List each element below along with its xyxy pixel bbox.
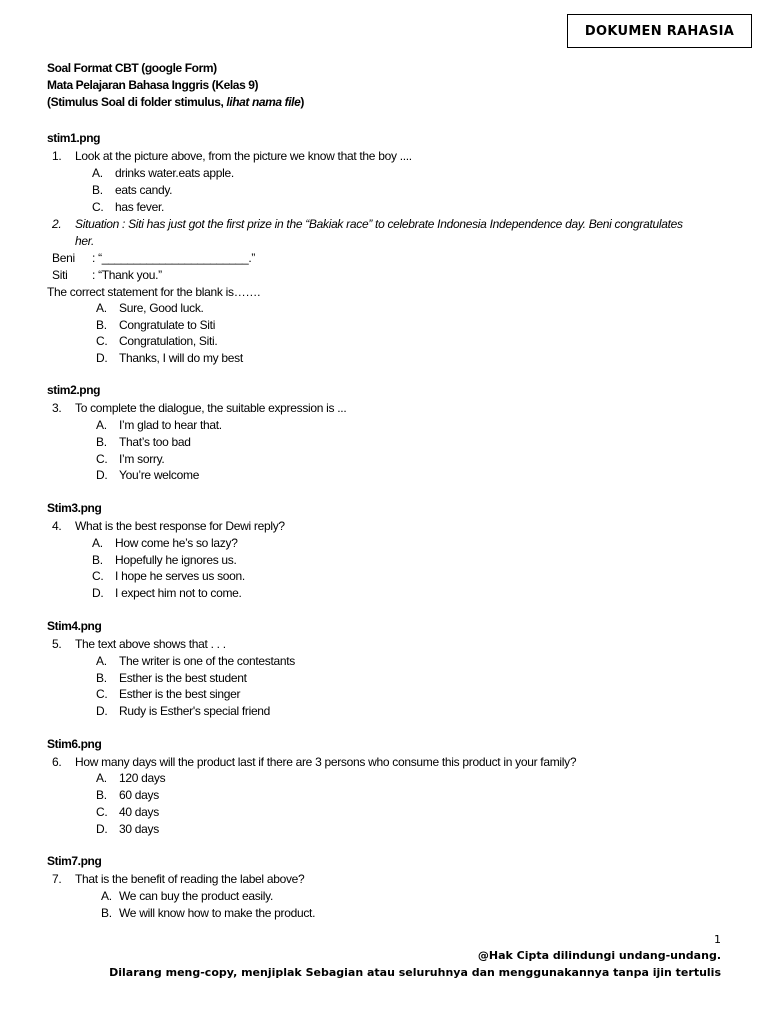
question-prompt-2: The correct statement for the blank is……. bbox=[47, 285, 261, 299]
doc-title: Soal Format CBT (google Form) bbox=[47, 61, 217, 75]
option-letter: C. bbox=[96, 687, 108, 701]
option-letter: A. bbox=[96, 418, 107, 432]
section-heading-stim6: Stim6.png bbox=[47, 737, 102, 751]
question-text-3: To complete the dialogue, the suitable expression is ... bbox=[75, 401, 347, 415]
option-q6-d bbox=[96, 821, 159, 837]
option-letter: B. bbox=[96, 671, 107, 685]
section-heading-stim1: stim1.png bbox=[47, 131, 101, 145]
option-q6-a bbox=[96, 770, 165, 786]
confidential-stamp: DOKUMEN RAHASIA bbox=[567, 14, 752, 48]
option-letter: D. bbox=[92, 586, 104, 600]
option-letter: A. bbox=[92, 536, 103, 550]
option-text: I hope he serves us soon. bbox=[115, 569, 245, 583]
question-text-4: What is the best response for Dewi reply? bbox=[75, 519, 285, 533]
option-text: Esther is the best singer bbox=[119, 687, 241, 701]
option-letter: B. bbox=[92, 553, 103, 567]
copy-prohibition-notice: Dilarang meng-copy, menjiplak Sebagian atau seluruhnya dan menggunakannya tanpa ijin tertulis bbox=[109, 966, 721, 979]
option-q5-a bbox=[96, 653, 295, 669]
question-text-1: Look at the picture above, from the picture we know that the boy .... bbox=[75, 149, 412, 163]
dialog-speaker-beni: Beni bbox=[52, 251, 75, 265]
option-letter: B. bbox=[96, 435, 107, 449]
section-heading-stim7: Stim7.png bbox=[47, 854, 102, 868]
option-q4-d bbox=[92, 585, 242, 601]
copyright-notice: @Hak Cipta dilindungi undang-undang. bbox=[477, 949, 721, 962]
page-number: 1 bbox=[714, 933, 721, 946]
option-text: I expect him not to come. bbox=[115, 586, 242, 600]
question-number: 1. bbox=[52, 149, 62, 163]
section-heading-stim4: Stim4.png bbox=[47, 619, 102, 633]
option-q5-b bbox=[96, 670, 247, 686]
option-text: I’m glad to hear that. bbox=[119, 418, 222, 432]
option-text: Hopefully he ignores us. bbox=[115, 553, 237, 567]
question-number: 4. bbox=[52, 519, 62, 533]
stimulus-note-prefix: (Stimulus Soal di folder stimulus, bbox=[47, 95, 227, 109]
question-text-5: The text above shows that . . . bbox=[75, 637, 226, 651]
option-letter: B. bbox=[96, 318, 107, 332]
question-number: 3. bbox=[52, 401, 62, 415]
question-number: 5. bbox=[52, 637, 62, 651]
option-q5-d bbox=[96, 703, 270, 719]
option-q1-a bbox=[92, 165, 234, 181]
question-number: 7. bbox=[52, 872, 62, 886]
option-letter: C. bbox=[96, 805, 108, 819]
option-letter: B. bbox=[96, 788, 107, 802]
option-text: We can buy the product easily. bbox=[119, 889, 273, 903]
option-text: has fever. bbox=[115, 200, 165, 214]
option-q4-b bbox=[92, 552, 237, 568]
option-letter: A. bbox=[96, 301, 107, 315]
dialog-line-beni: : “_______________________.” bbox=[92, 251, 256, 265]
option-q4-a bbox=[92, 535, 238, 551]
question-text-2-line1: Situation : Siti has just got the first prize in the “Bakiak race” to celebrate Indonesia Independence day. Beni congratulates bbox=[75, 217, 683, 231]
option-q2-a bbox=[96, 300, 204, 316]
option-text: Rudy is Esther's special friend bbox=[119, 704, 271, 718]
option-text: That’s too bad bbox=[119, 435, 191, 449]
option-q6-b bbox=[96, 787, 159, 803]
option-text: You’re welcome bbox=[119, 468, 200, 482]
option-text: How come he’s so lazy? bbox=[115, 536, 238, 550]
question-text-7: That is the benefit of reading the label above? bbox=[75, 872, 305, 886]
question-number: 2. bbox=[52, 217, 62, 231]
question-number: 6. bbox=[52, 755, 62, 769]
option-text: eats candy. bbox=[115, 183, 173, 197]
option-text: Esther is the best student bbox=[119, 671, 247, 685]
option-text: 60 days bbox=[119, 788, 159, 802]
option-q2-c bbox=[96, 333, 217, 349]
option-q1-c bbox=[92, 199, 164, 215]
option-q2-b bbox=[96, 317, 215, 333]
option-q5-c bbox=[96, 686, 240, 702]
option-q2-d bbox=[96, 350, 243, 366]
option-q7-a bbox=[101, 888, 273, 904]
option-text: Congratulate to Siti bbox=[119, 318, 216, 332]
option-text: 120 days bbox=[119, 771, 166, 785]
option-letter: D. bbox=[96, 822, 108, 836]
option-text: We will know how to make the product. bbox=[119, 906, 316, 920]
option-text: I’m sorry. bbox=[119, 452, 165, 466]
option-letter: C. bbox=[92, 200, 104, 214]
option-q6-c bbox=[96, 804, 159, 820]
option-text: The writer is one of the contestants bbox=[119, 654, 295, 668]
stimulus-note-italic: lihat nama file bbox=[226, 95, 301, 109]
option-q4-c bbox=[92, 568, 245, 584]
option-letter: A. bbox=[92, 166, 103, 180]
option-text: Sure, Good luck. bbox=[119, 301, 204, 315]
option-letter: A. bbox=[96, 771, 107, 785]
option-letter: B. bbox=[101, 906, 112, 920]
stimulus-note-suffix: ) bbox=[300, 95, 304, 109]
option-q3-b bbox=[96, 434, 191, 450]
option-q7-b bbox=[101, 905, 315, 921]
option-letter: C. bbox=[96, 452, 108, 466]
option-text: drinks water.eats apple. bbox=[115, 166, 234, 180]
option-letter: D. bbox=[96, 468, 108, 482]
option-q3-c bbox=[96, 451, 164, 467]
question-text-6: How many days will the product last if there are 3 persons who consume this product in your family? bbox=[75, 755, 577, 769]
option-letter: C. bbox=[96, 334, 108, 348]
section-heading-stim3: Stim3.png bbox=[47, 501, 102, 515]
doc-subject: Mata Pelajaran Bahasa Inggris (Kelas 9) bbox=[47, 78, 259, 92]
dialog-line-siti: : “Thank you.” bbox=[92, 268, 162, 282]
option-letter: A. bbox=[101, 889, 112, 903]
option-text: Congratulation, Siti. bbox=[119, 334, 218, 348]
option-text: Thanks, I will do my best bbox=[119, 351, 243, 365]
option-text: 40 days bbox=[119, 805, 159, 819]
doc-stimulus-note bbox=[47, 94, 304, 110]
option-letter: A. bbox=[96, 654, 107, 668]
option-text: 30 days bbox=[119, 822, 159, 836]
option-letter: D. bbox=[96, 351, 108, 365]
option-letter: D. bbox=[96, 704, 108, 718]
dialog-speaker-siti: Siti bbox=[52, 268, 68, 282]
option-q3-d bbox=[96, 467, 199, 483]
section-heading-stim2: stim2.png bbox=[47, 383, 101, 397]
option-letter: B. bbox=[92, 183, 103, 197]
option-letter: C. bbox=[92, 569, 104, 583]
question-text-2-line2: her. bbox=[75, 234, 95, 248]
option-q1-b bbox=[92, 182, 172, 198]
option-q3-a bbox=[96, 417, 222, 433]
